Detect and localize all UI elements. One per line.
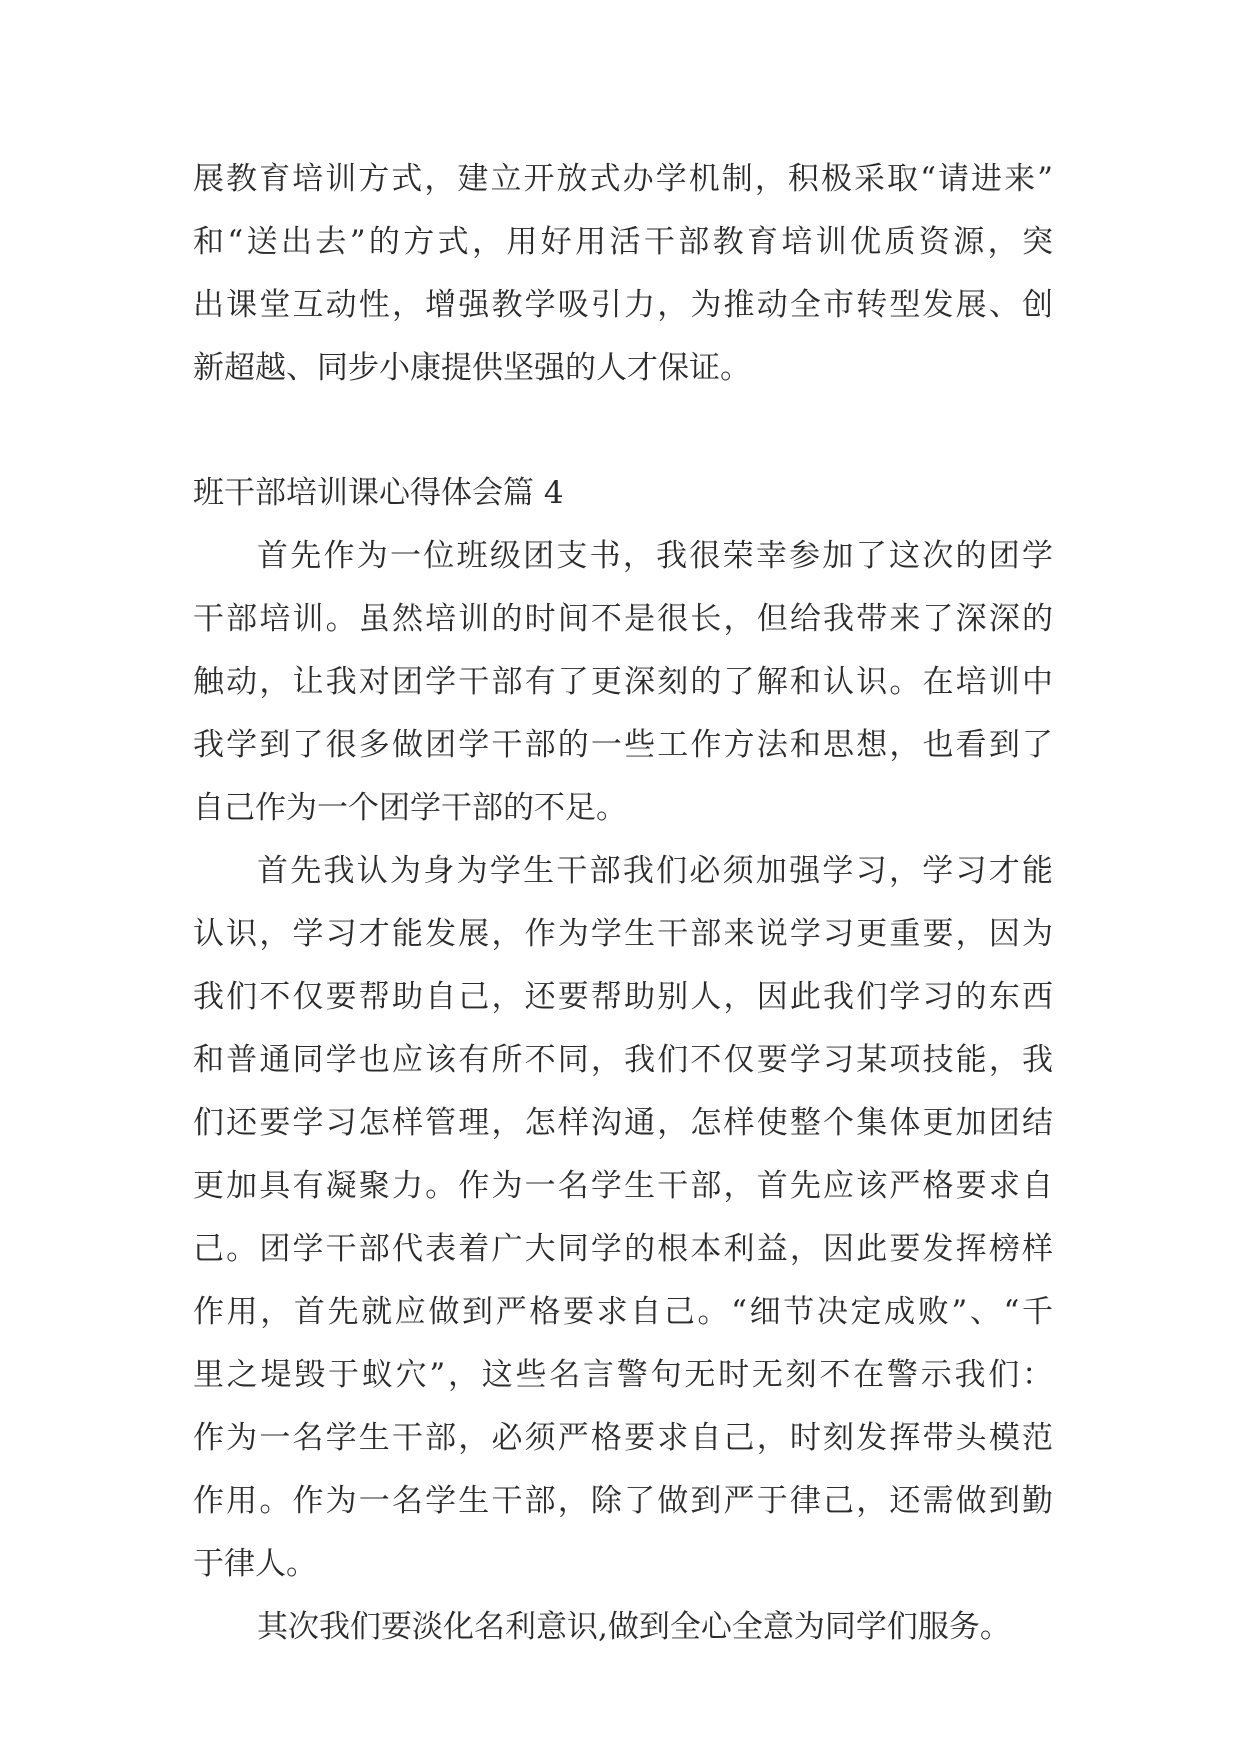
- paragraph-3-line: 首先我认为身为学生干部我们必须加强学习，学习才能: [257, 853, 1053, 889]
- paragraph-2-line: 干部培训。虽然培训的时间不是很长，但给我带来了深深的: [193, 601, 1053, 637]
- paragraph-3-line: 作用，首先就应做到严格要求自己。“细节决定成败”、“千: [193, 1294, 1053, 1330]
- paragraph-1-line: 和“送出去”的方式，用好用活干部教育培训优质资源，突: [193, 224, 1053, 260]
- paragraph-2-line: 自己作为一个团学干部的不足。: [193, 790, 627, 826]
- paragraph-2-line: 触动，让我对团学干部有了更深刻的了解和认识。在培训中: [193, 664, 1053, 700]
- paragraph-1-line: 展教育培训方式，建立开放式办学机制，积极采取“请进来”: [193, 161, 1053, 197]
- paragraph-3-line: 作用。作为一名学生干部，除了做到严于律己，还需做到勤: [193, 1483, 1053, 1519]
- paragraph-3-line: 己。团学干部代表着广大同学的根本利益，因此要发挥榜样: [193, 1231, 1053, 1267]
- paragraph-3-line: 们还要学习怎样管理，怎样沟通，怎样使整个集体更加团结: [193, 1105, 1053, 1141]
- paragraph-3-line: 认识，学习才能发展，作为学生干部来说学习更重要，因为: [193, 916, 1053, 952]
- paragraph-2-line: 我学到了很多做团学干部的一些工作方法和思想，也看到了: [193, 727, 1053, 763]
- paragraph-1-line: 新超越、同步小康提供坚强的人才保证。: [193, 350, 751, 386]
- paragraph-3-line: 里之堤毁于蚁穴”，这些名言警句无时无刻不在警示我们：: [193, 1357, 1053, 1393]
- paragraph-3-line: 于律人。: [193, 1546, 317, 1582]
- paragraph-3-line: 我们不仅要帮助自己，还要帮助别人，因此我们学习的东西: [193, 979, 1053, 1015]
- paragraph-3-line: 作为一名学生干部，必须严格要求自己，时刻发挥带头模范: [193, 1420, 1053, 1456]
- paragraph-2-line: 首先作为一位班级团支书，我很荣幸参加了这次的团学: [257, 538, 1053, 574]
- section-heading: 班干部培训课心得体会篇 4: [193, 475, 564, 511]
- paragraph-4-line: 其次我们要淡化名利意识,做到全心全意为同学们服务。: [257, 1609, 1011, 1645]
- paragraph-1-line: 出课堂互动性，增强教学吸引力，为推动全市转型发展、创: [193, 287, 1053, 323]
- paragraph-3-line: 和普通同学也应该有所不同，我们不仅要学习某项技能，我: [193, 1042, 1053, 1078]
- paragraph-3-line: 更加具有凝聚力。作为一名学生干部，首先应该严格要求自: [193, 1168, 1053, 1204]
